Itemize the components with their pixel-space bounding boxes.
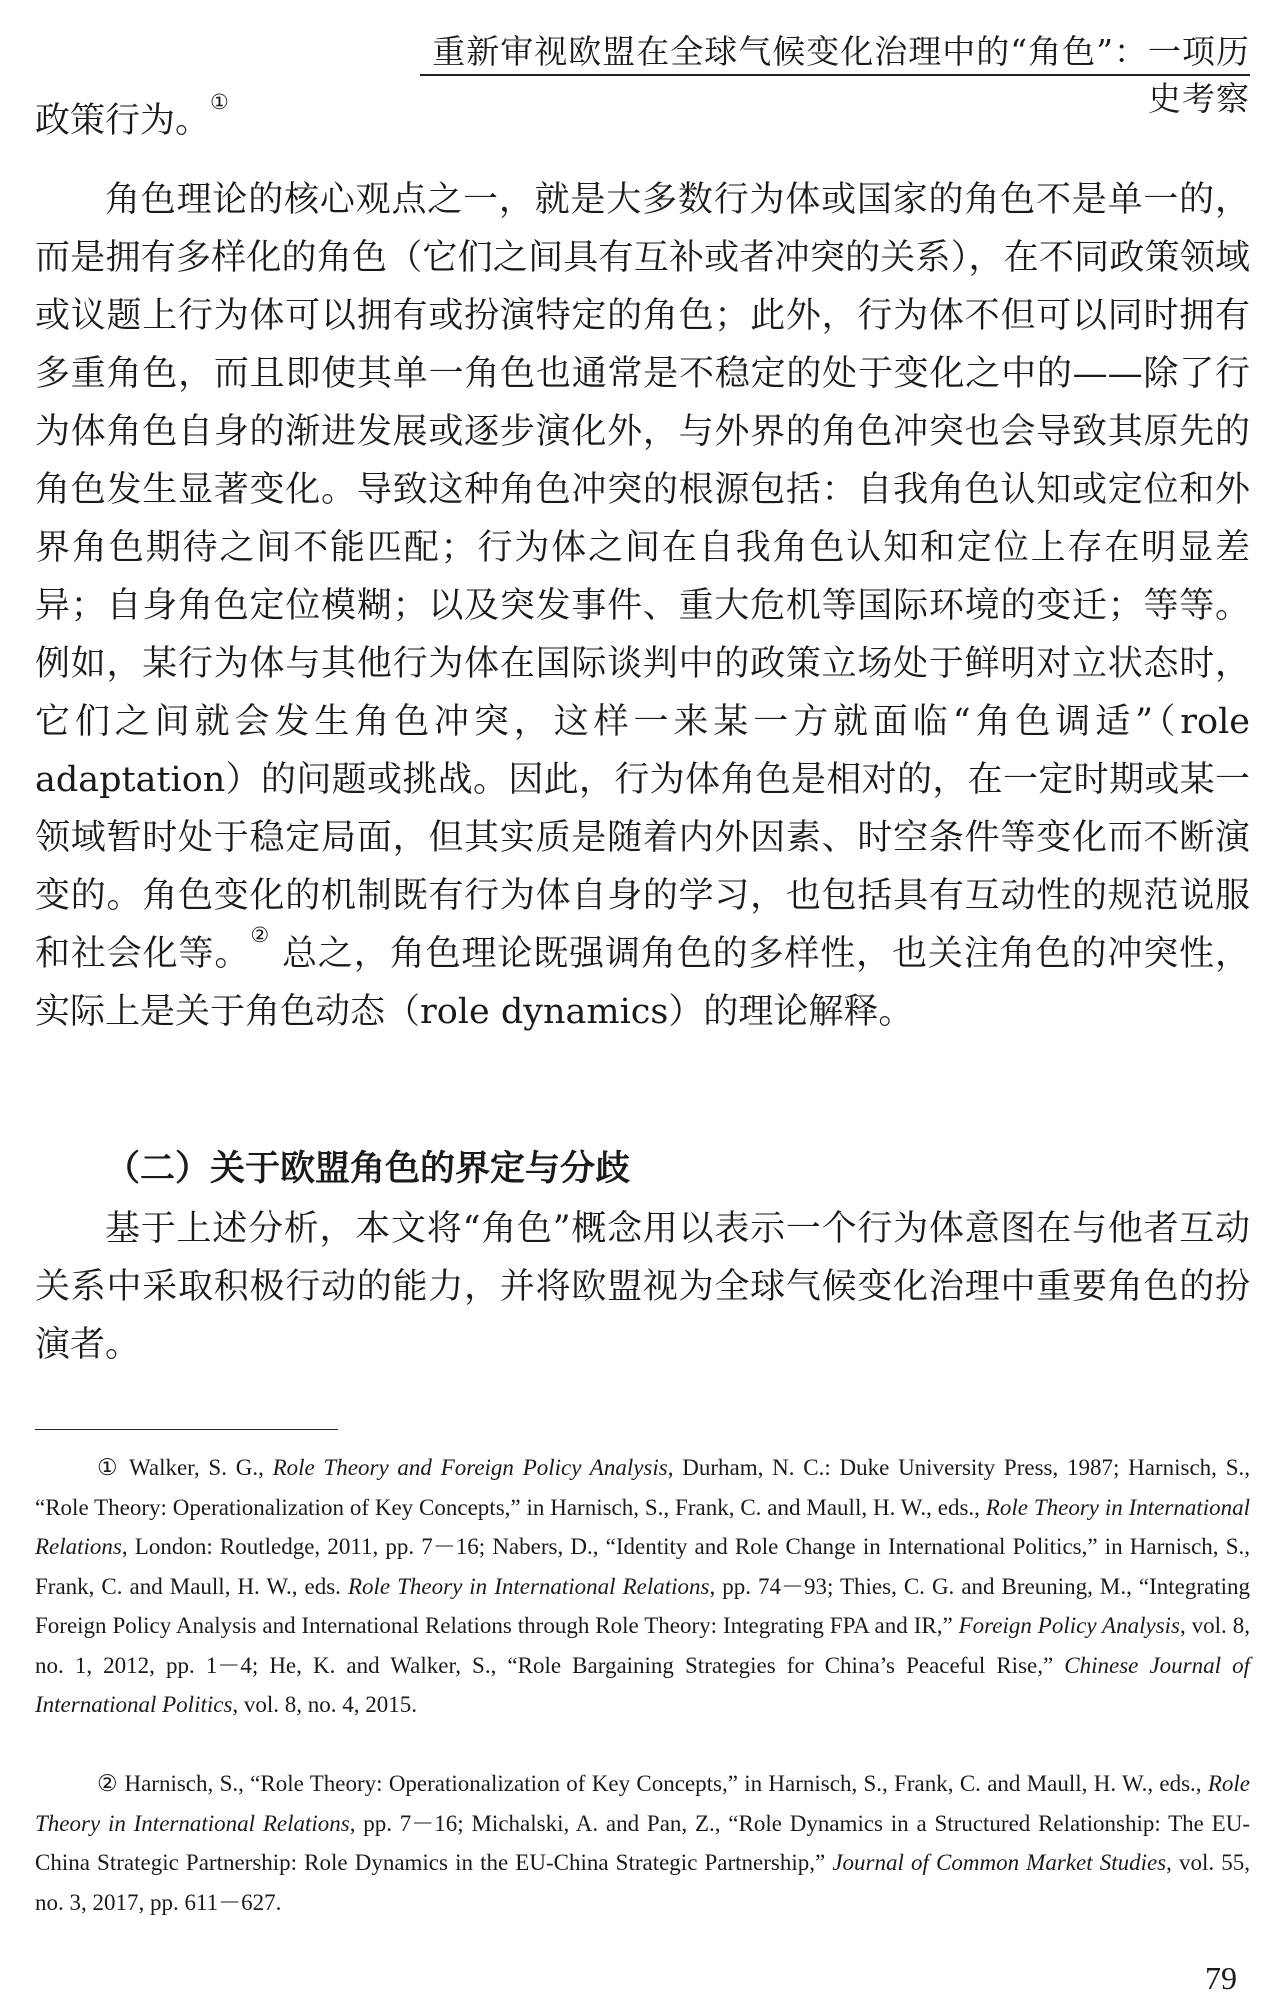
paragraph-text-tail: 总之，角色理论既强调角色的多样性，也关注角色的冲突性，实际上是关于角色动态（role dynamics）的理论解释。 [35, 934, 1250, 1032]
paragraph-text: 政策行为。 [35, 101, 211, 141]
footnote-text: , vol. 8, no. 1, 2012, pp. 1－4; He, K. and Walker, S., “Role Bargaining Strategies for China’s Peaceful Rise,” [35, 1613, 1250, 1678]
footnote-text: Harnisch, S., “Role Theory: Operationalization of Key Concepts,” in Harnisch, S., Frank, C. and Maull, H. W., eds., [118, 1771, 1208, 1796]
footnote-title: Role Theory and Foreign Policy Analysis [272, 1455, 668, 1480]
footnote-rule [35, 1429, 338, 1430]
footnote-title: Role Theory in International Relations [347, 1573, 710, 1599]
footnote-ref-1[interactable]: ① [210, 90, 229, 114]
footnote-marker: ① [97, 1455, 121, 1480]
footnote-text: , Durham, N. C.: Duke University Press, 1987; Harnisch, S., “Role Theory: Operationalization of Key Concepts,” in Harnisch, S., Frank, C. and Maull, H. W., eds., [35, 1455, 1250, 1520]
footnote-text: , pp. 74－93; Thies, C. G. and Breuning, M., “Integrating Foreign Policy Analysis and International Relations through Role Theory: Integrating FPA and IR,” [35, 1573, 1250, 1638]
footnote-title: Role Theory in International Relations [35, 1771, 1250, 1836]
footnote-text: , London: Routledge, 2011, pp. 7－16; Nabers, D., “Identity and Role Change in International Politics,” in Harnisch, S., Frank, C. and Maull, H. W., eds. [35, 1534, 1250, 1599]
footnote-text: , vol. 55, no. 3, 2017, pp. 611－627. [35, 1850, 1250, 1915]
header-rule [420, 74, 1250, 76]
footnote-marker: ② [97, 1771, 119, 1796]
paragraph-text: 角色理论的核心观点之一，就是大多数行为体或国家的角色不是单一的，而是拥有多样化的角色（它们之间具有互补或者冲突的关系），在不同政策领域或议题上行为体可以拥有或扮演特定的角色；此外，行为体不但可以同时拥有多重角色，而且即使其单一角色也通常是不稳定的处于变化之中的——除了行为体角色自身的渐进发展或逐步演化外，与外界的角色冲突也会导致其原先的角色发生显著变化。导致这种角色冲突的根源包括：自我角色认知或定位和外界角色期待之间不能匹配；行为体之间在自我角色认知和定位上存在明显差异；自身角色定位模糊；以及突发事件、重大危机等国际环境的变迁；等等。例如，某行为体与其他行为体在国际谈判中的政策立场处于鲜明对立状态时，它们之间就会发生角色冲突，这样一来某一方就面临“角色调适”（role adaptation）的问题或挑战。因此，行为体角色是相对的，在一定时期或某一领域暂时处于稳定局面，但其实质是随着内外因素、时空条件等变化而不断演变的。角色变化的机制既有行为体自身的学习，也包括具有互动性的规范说服和社会化等。 [35, 180, 1250, 974]
footnote-1 [35, 1448, 1250, 1725]
running-header: 重新审视欧盟在全球气候变化治理中的“角色”：一项历史考察 [432, 32, 1250, 118]
footnote-text: , pp. 7－16; Michalski, A. and Pan, Z., “Role Dynamics in a Structured Relationship: The EU-China Strategic Partnership: Role Dynamics in the EU-China Strategic Partnership,” [35, 1810, 1251, 1875]
footnote-title: Chinese Journal of International Politics [35, 1652, 1250, 1717]
footnote-text: Walker, S. G., [120, 1455, 273, 1480]
paragraph-eu-role: 基于上述分析，本文将“角色”概念用以表示一个行为体意图在与他者互动关系中采取积极行动的能力，并将欧盟视为全球气候变化治理中重要角色的扮演者。 [35, 1209, 1250, 1365]
section-heading: （二）关于欧盟角色的界定与分歧 [105, 1148, 631, 1189]
footnote-title: Foreign Policy Analysis [958, 1613, 1180, 1638]
footnote-ref-2[interactable]: ② [250, 923, 271, 947]
footnote-title: Role Theory in International Relations [35, 1494, 1250, 1559]
paragraph-continuation [35, 92, 1250, 150]
footnote-text: , vol. 8, no. 4, 2015. [232, 1692, 418, 1717]
footnote-2 [35, 1764, 1250, 1922]
paragraph-role-theory [35, 171, 1250, 1041]
page-number: 79 [1205, 1960, 1237, 1996]
footnote-title: Journal of Common Market Studies [832, 1850, 1167, 1875]
